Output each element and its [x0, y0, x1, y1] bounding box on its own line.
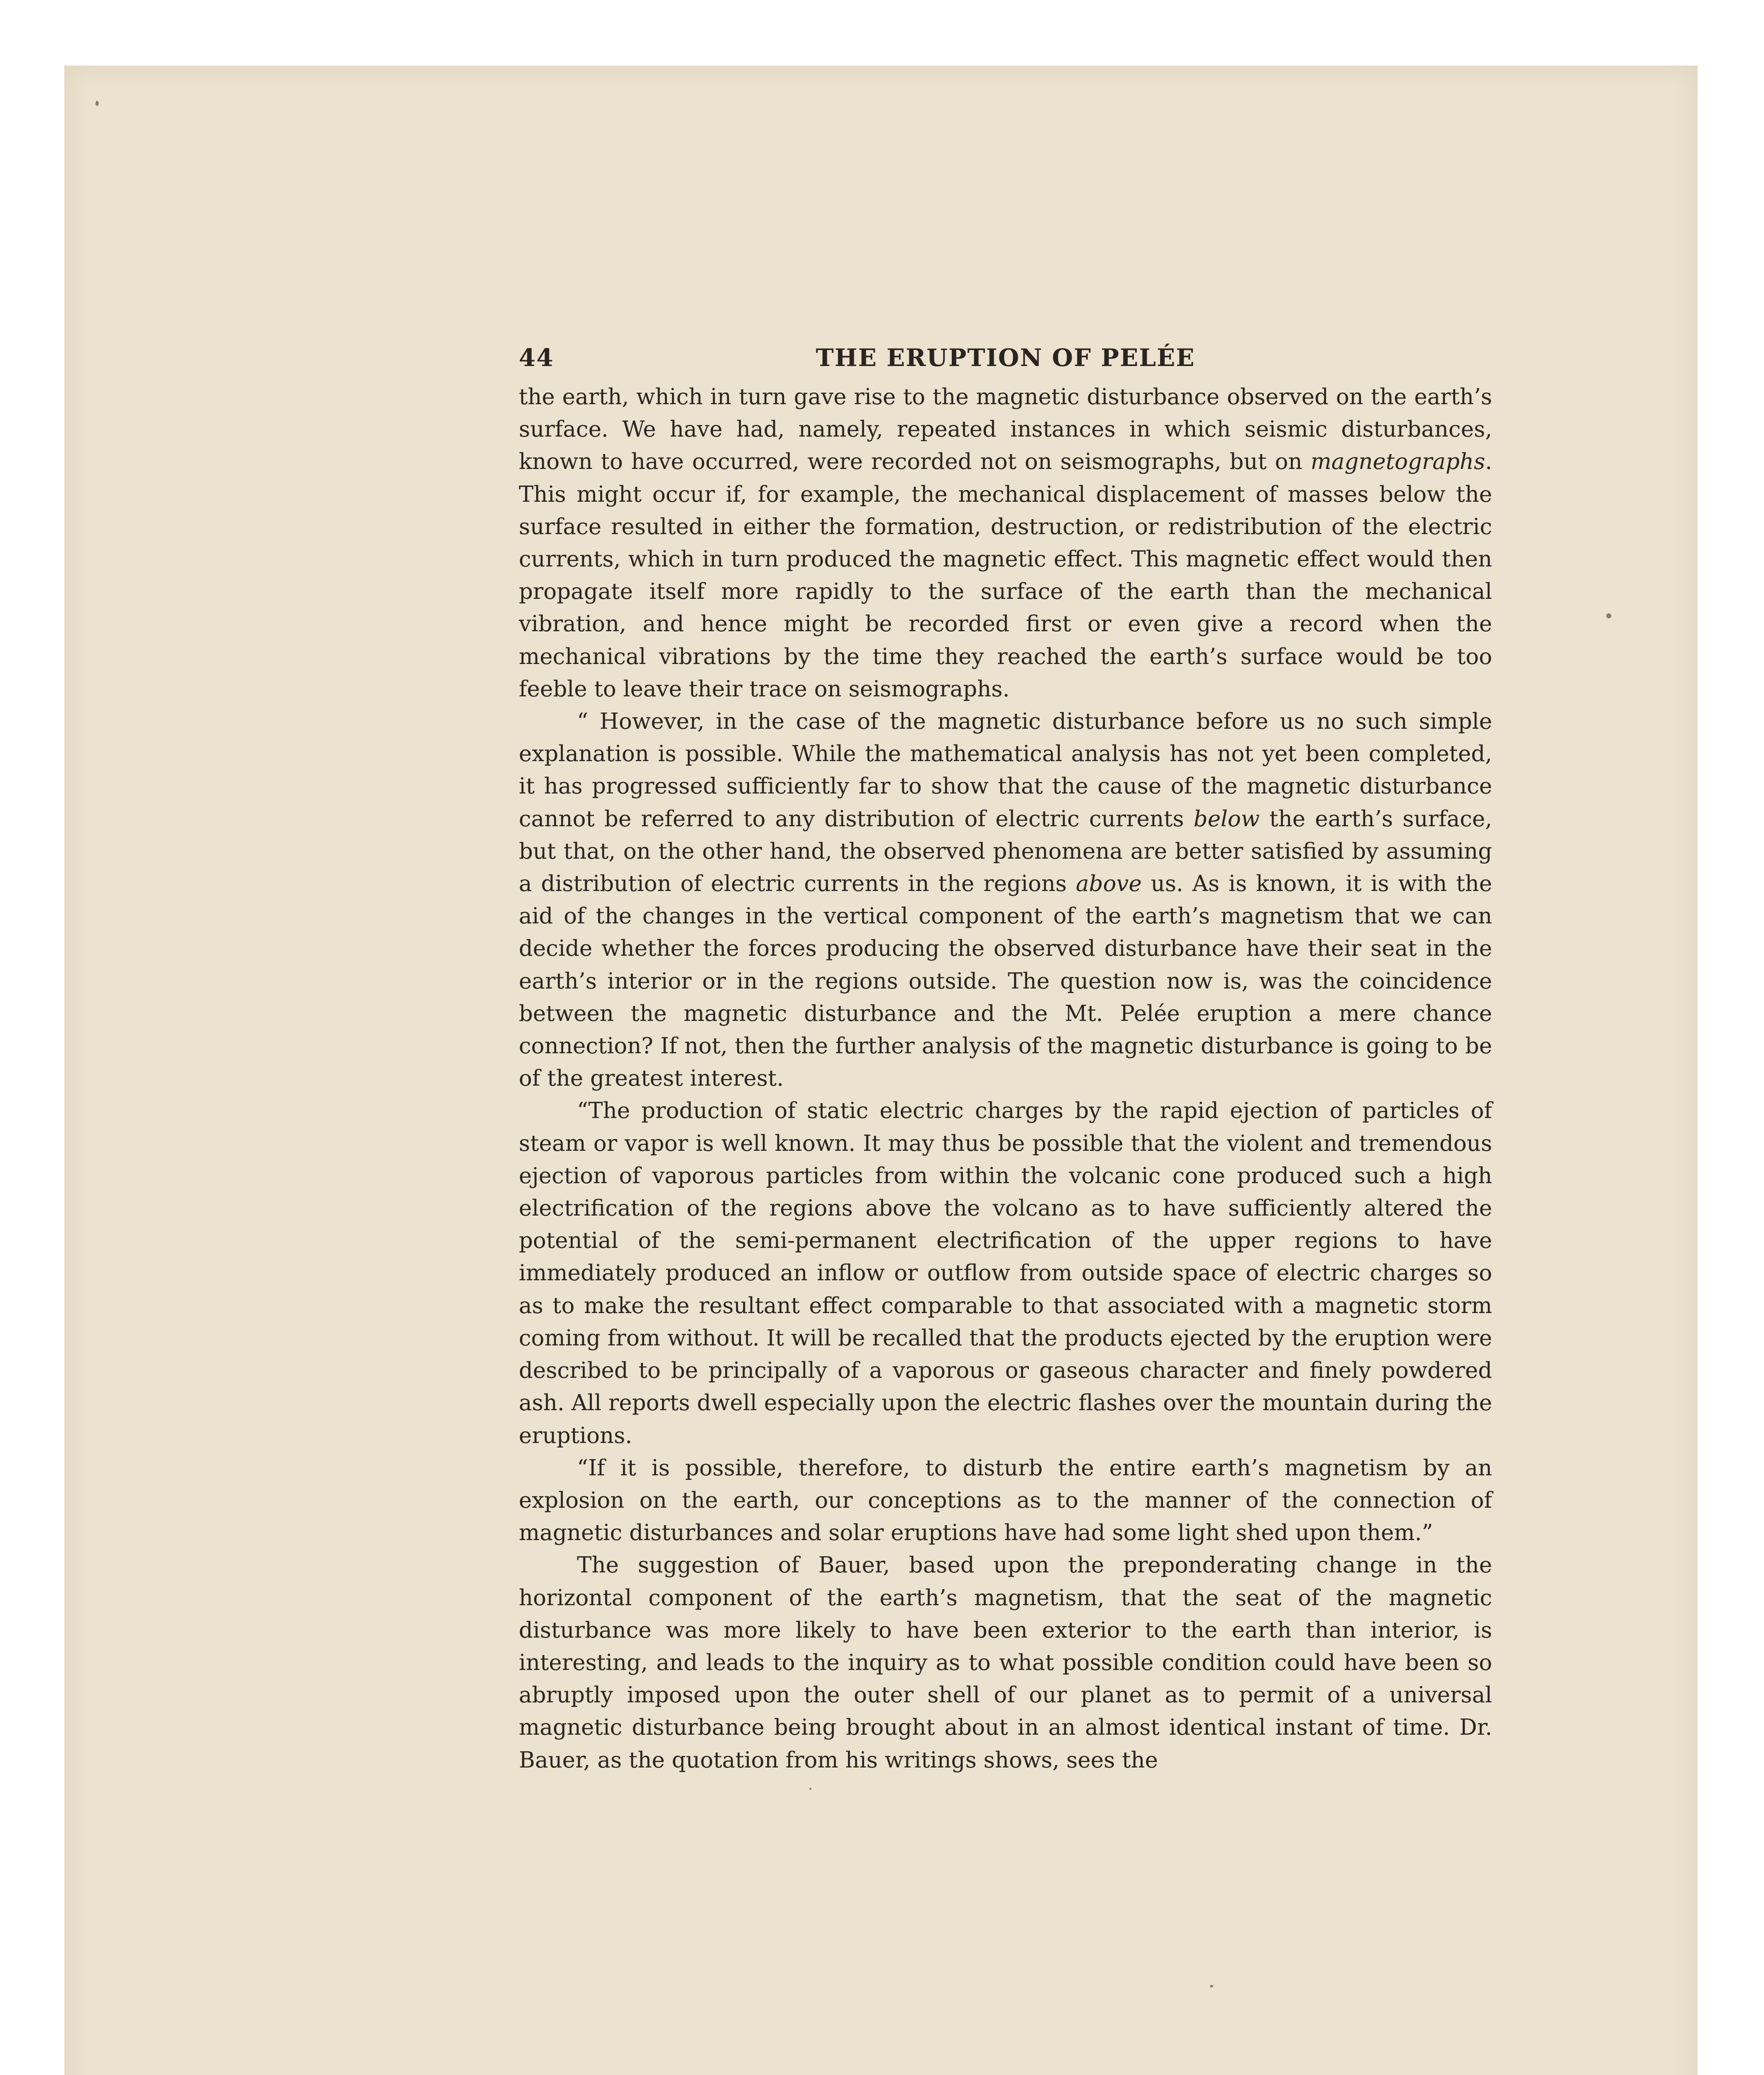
text-block	[519, 339, 1492, 1777]
emphasis: above	[1075, 871, 1142, 897]
emphasis: magnetographs	[1310, 449, 1485, 475]
paragraph: “The production of static electric charges by the rapid ejection of particles of steam or vapor is well known. It may thus be possible that the violent and tremendous ejection of vaporous particles from within the volcanic cone produced such a high electrification of the regions above the volcano as to have sufficiently altered the potential of the semi-permanent electrification of the upper regions to have immediately produced an inflow or outflow from outside space of electric charges so as to make the resultant effect comparable to that associated with a magnetic storm coming from without. It will be recalled that the products ejected by the eruption were described to be principally of a vaporous or gaseous character and finely powdered ash. All reports dwell especially upon the electric flashes over the mountain during the eruptions.	[519, 1098, 1492, 1448]
paragraph: The suggestion of Bauer, based upon the preponderating change in the horizontal component of the earth’s magnetism, that the seat of the magnetic disturbance was more likely to have been exterior to the earth than interior, is interesting, and leads to the inquiry as to what possible condition could have been so abruptly imposed upon the outer shell of our planet as to permit of a universal magnetic disturbance being brought about in an almost identical instant of time. Dr. Bauer, as the quotation from his writings shows, sees the	[519, 1553, 1492, 1773]
paragraph: “If it is possible, therefore, to disturb the entire earth’s magnetism by an explosion on the earth, our conceptions as to the manner of the connection of magnetic disturbances and solar eruptions have had some light shed upon them.”	[519, 1455, 1492, 1546]
emphasis: below	[1193, 806, 1260, 832]
paper-speck	[1606, 613, 1611, 618]
paragraph: the earth, which in turn gave rise to the magnetic disturbance observed on the earth’s surface. We have had, namely, repeated instances in which seismic disturbances, known to have occurred, were recorded not on seismographs, but on magnetographs. This might occur if, for example, the mechanical displacement of masses below the surface resulted in either the formation, destruction, or redistribution of the electric currents, which in turn produced the magnetic effect. This magnetic effect would then propagate itself more rapidly to the surface of the earth than the mechanical vibration, and hence might be recorded first or even give a record when the mechanical vibrations by the time they reached the earth’s surface would be too feeble to leave their trace on seismographs.	[519, 384, 1492, 702]
running-head	[519, 339, 1492, 381]
body-text	[519, 381, 1492, 1777]
paper-speck	[95, 101, 99, 106]
paragraph: “ However, in the case of the magnetic disturbance before us no such simple explanation is possible. While the mathematical analysis has not yet been completed, it has progressed sufficiently far to show that the cause of the magnetic disturbance cannot be referred to any distribution of electric currents below the earth’s surface, but that, on the other hand, the observed phenomena are better satisfied by assuming a distribution of electric currents in the regions above us. As is known, it is with the aid of the changes in the vertical component of the earth’s magnetism that we can decide whether the forces producing the observed disturbance have their seat in the earth’s interior or in the regions outside. The question now is, was the coincidence between the magnetic disturbance and the Mt. Pelée eruption a mere chance connection? If not, then the further analysis of the magnetic disturbance is going to be of the greatest interest.	[519, 709, 1492, 1091]
paper-speck	[1210, 1985, 1213, 1987]
paper-speck	[809, 1788, 811, 1790]
page-number: 44	[519, 344, 554, 372]
running-title: THE ERUPTION OF PELÉE	[816, 344, 1195, 372]
scanned-page	[64, 66, 1698, 2075]
